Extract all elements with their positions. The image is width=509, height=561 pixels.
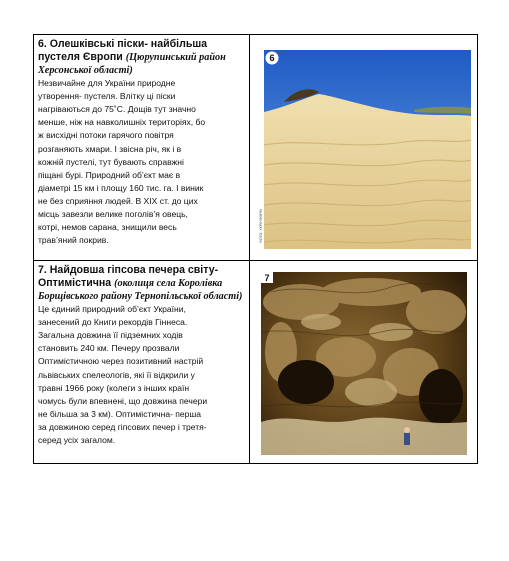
photo-badge: 7 xyxy=(264,273,270,283)
photo-cell xyxy=(250,35,477,260)
cave-photo xyxy=(261,272,467,455)
item-description: Незвичайне для України природне утворення- пустеля. Влітку ці піски нагріваються до 75˚С. Дощів тут значно менше, ніж на навколишніх територіях, бо ж висхідні потоки гарячого повітря розганяють хмари. І звісна річ, як і в кожній пустелі, тут бувають справжні піщані бурі. Природний об’єкт має в діаметрі 15 км і площу 160 тис. га. І виник не без сприяння людей. В ХІХ ст. до цих місць завезли велике поголів’я овець, котрі, немов сарана, знищили весь трав’яний покрив. xyxy=(38,78,206,246)
photo-credit: ФОТО: УКРІНФОРМ xyxy=(259,209,263,243)
photo-badge: 6 xyxy=(269,53,275,63)
item-location: (околиця села Королівка Борщівського району Тернопільської області) xyxy=(38,277,243,302)
table-row xyxy=(34,261,477,463)
item-title xyxy=(38,38,245,77)
photo-cell xyxy=(250,261,477,463)
item-description: Це єдиний природний об’єкт України, занесений до Книги рекордів Гіннеса. Загальна довжина її підземних ходів становить 240 км. Печеру прозвали Оптимістичною через позитивний настрій львівських спелеологів, які її відкрили у травні 1966 року (колеги з інших країн чомусь були впевнені, що довжина печери не більша за 3 км). Оптимістична- перша за довжиною серед гіпсових печер і третя- серед усіх загалом. xyxy=(38,304,208,446)
item-heading: 7. Найдовша гіпсова печера світу- Оптимістична xyxy=(38,264,219,289)
attractions-table xyxy=(33,34,478,464)
table-row xyxy=(34,35,477,261)
description-cell xyxy=(34,261,250,463)
desert-photo xyxy=(259,50,471,249)
item-title xyxy=(38,264,245,303)
item-heading: 6. Олешківські піски- найбільша пустеля Європи xyxy=(38,38,208,63)
description-cell xyxy=(34,35,250,260)
item-location: (Цюрупинський район Херсонської області) xyxy=(38,51,226,76)
